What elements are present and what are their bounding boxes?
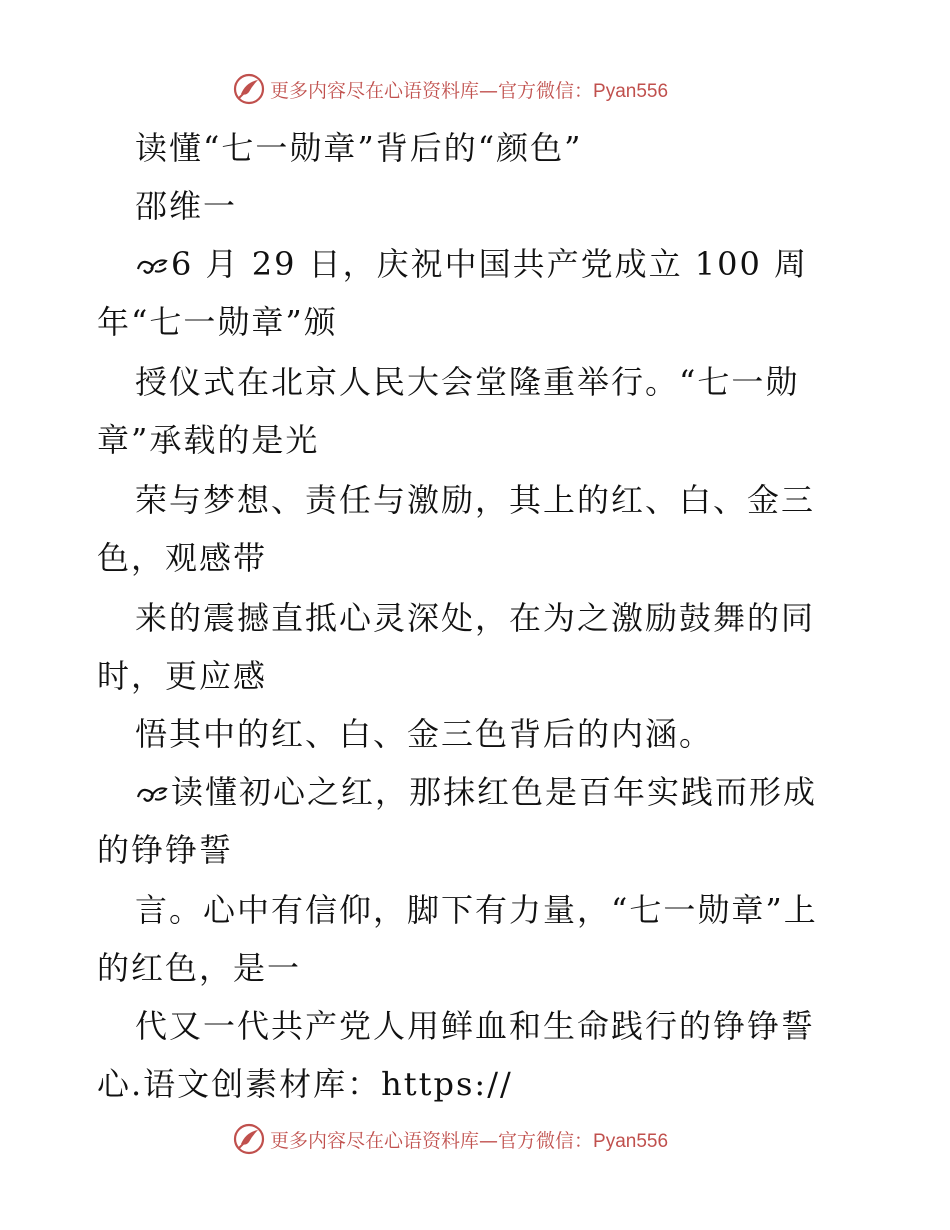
logo-icon [232,72,266,106]
logo-icon [232,1122,266,1156]
paragraph-text: 读懂初心之红，那抹红色是百年实践而形成 [171,773,818,811]
paragraph-line: 色，观感带 [97,539,268,577]
paragraph-line: 代又一代共产党人用鲜血和生命践行的铮铮誓 [135,1007,816,1045]
paragraph-line: 言。心中有信仰，脚下有力量，“七一勋章”上 [135,891,818,929]
watermark-text [270,76,668,103]
ornament-bullet-icon [135,255,169,277]
watermark-account: Pyan556 [593,1130,669,1152]
watermark-label: 更多内容尽在心语资料库—官方微信： [270,79,594,102]
watermark-text [270,1126,668,1153]
paragraph-line: 的红色，是一 [97,949,302,987]
paragraph-line: 荣与梦想、责任与激励，其上的红、白、金三 [135,481,816,519]
header-watermark [232,72,732,106]
paragraph-line: 授仪式在北京人民大会堂隆重举行。“七一勋 [135,363,800,401]
paragraph-line [135,244,808,284]
paragraph-line: 悟其中的红、白、金三色背后的内涵。 [135,715,714,753]
paragraph-line: 时，更应感 [97,657,268,695]
footer-watermark [232,1122,732,1156]
document-title: 读懂“七一勋章”背后的“颜色” [135,129,583,167]
watermark-label: 更多内容尽在心语资料库—官方微信： [270,1129,594,1152]
paragraph-line: 章”承载的是光 [97,421,320,459]
paragraph-line: 的铮铮誓 [97,831,234,869]
paragraph-line: 来的震撼直抵心灵深处，在为之激励鼓舞的同 [135,599,816,637]
paragraph-line: 年“七一勋章”颁 [97,303,338,341]
watermark-account: Pyan556 [593,80,669,102]
paragraph-line: 心.语文创素材库：https:// [97,1065,513,1103]
ornament-bullet-icon [135,783,169,805]
paragraph-text: 6 月 29 日，庆祝中国共产党成立 100 周 [171,245,809,283]
document-author: 邵维一 [135,187,238,225]
paragraph-line [135,772,817,812]
